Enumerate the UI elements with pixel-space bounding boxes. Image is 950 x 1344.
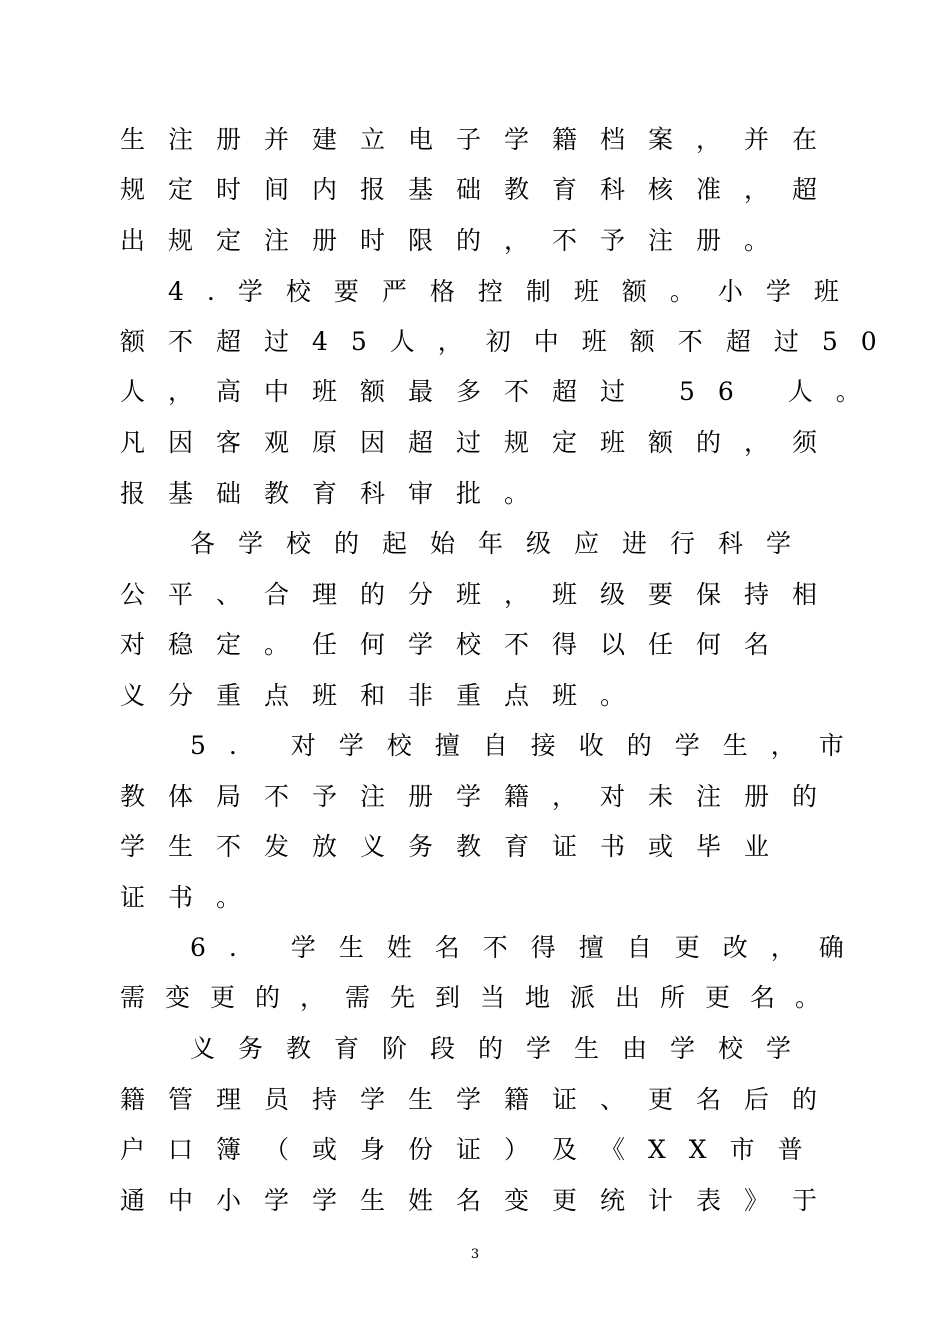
text-line: 证书。 — [120, 883, 265, 912]
text-line: 人，高中班额最多不超过 56 人。 — [120, 377, 884, 406]
text-line: 6. 学生姓名不得擅自更改，确 — [190, 933, 867, 962]
text-line: 4.学校要严格控制班额。小学班 — [168, 277, 862, 306]
text-line: 对稳定。任何学校不得以任何名 — [120, 630, 793, 659]
text-line: 生注册并建立电子学籍档案，并在 — [120, 125, 841, 154]
text-line: 教体局不予注册学籍，对未注册的 — [120, 782, 841, 811]
text-line: 义分重点班和非重点班。 — [120, 681, 649, 710]
text-line: 各学校的起始年级应进行科学 — [190, 529, 815, 558]
text-line: 义务教育阶段的学生由学校学 — [190, 1034, 815, 1063]
text-line: 额不超过45人，初中班额不超过50 — [120, 327, 900, 356]
text-line: 需变更的，需先到当地派出所更名。 — [120, 983, 841, 1012]
text-line: 5. 对学校擅自接收的学生，市 — [190, 731, 867, 760]
text-line: 通中小学学生姓名变更统计表》于 — [120, 1186, 841, 1215]
text-line: 出规定注册时限的，不予注册。 — [120, 226, 793, 255]
text-line: 凡因客观原因超过规定班额的，须 — [120, 428, 841, 457]
text-line: 报基础教育科审批。 — [120, 479, 553, 508]
text-line: 户口簿（或身份证）及《XX市普 — [120, 1135, 826, 1164]
text-line: 公平、合理的分班，班级要保持相 — [120, 580, 841, 609]
text-line: 学生不发放义务教育证书或毕业 — [120, 832, 793, 861]
text-line: 籍管理员持学生学籍证、更名后的 — [120, 1085, 841, 1114]
text-line: 规定时间内报基础教育科核准，超 — [120, 175, 841, 204]
page-number: 3 — [470, 1247, 480, 1262]
